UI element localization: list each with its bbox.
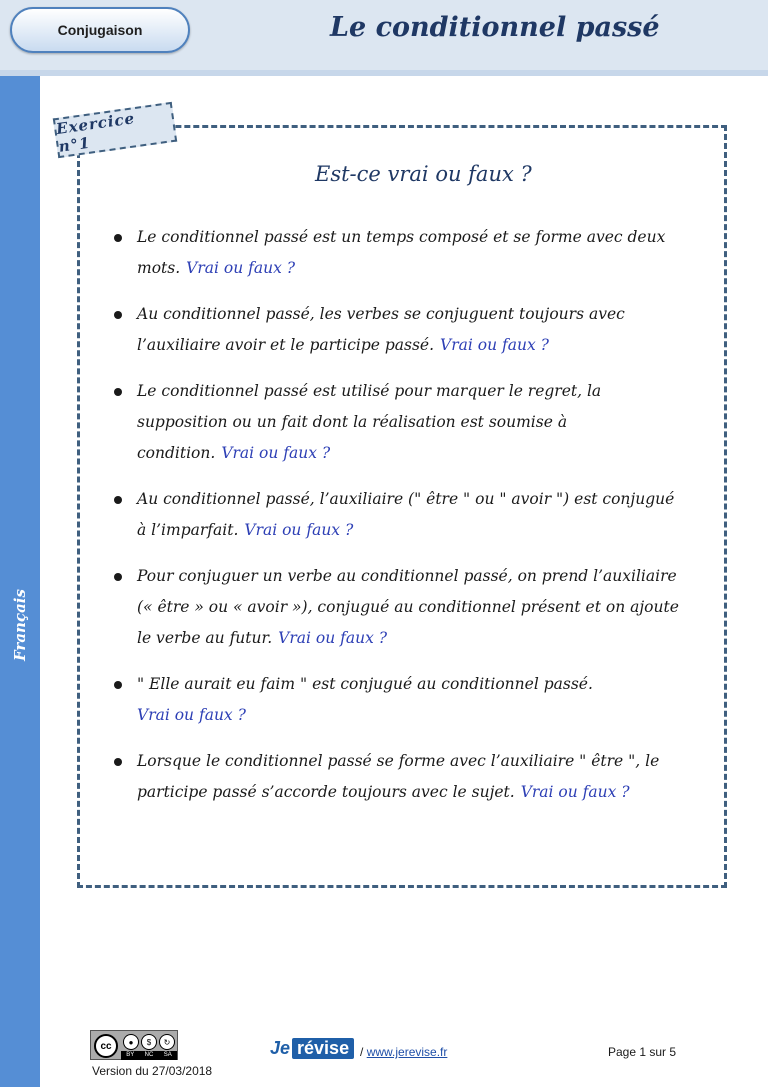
jerevise-logo xyxy=(270,1038,354,1059)
statement-item xyxy=(112,669,682,731)
statement-item xyxy=(112,222,682,284)
statement-item xyxy=(112,746,682,808)
category-badge: Conjugaison xyxy=(10,7,190,53)
statement-text: Lorsque le conditionnel passé se forme avec l’auxiliaire " être ", le participe passé s’accorde toujours avec le sujet. xyxy=(137,752,660,801)
license-sa: SA xyxy=(163,1052,172,1058)
statement-text: Pour conjuguer un verbe au conditionnel passé, on prend l’auxiliaire (« être » ou « avoir »), conjugué au conditionnel présent et on ajoute le verbe au futur. xyxy=(137,567,679,647)
bullet-icon xyxy=(114,311,122,319)
answer-prompt[interactable]: Vrai ou faux ? xyxy=(137,706,246,724)
license-nc: NC xyxy=(144,1052,154,1058)
statement-text: " Elle aurait eu faim " est conjugué au conditionnel passé. xyxy=(137,675,593,693)
statement-item xyxy=(112,376,682,469)
statement-list xyxy=(112,222,682,823)
sa-icon: ↻ xyxy=(159,1034,175,1050)
answer-prompt[interactable]: Vrai ou faux ? xyxy=(278,629,388,647)
subject-sidebar xyxy=(0,76,40,1087)
exercise-tag: Exercice n°1 xyxy=(53,102,177,158)
answer-prompt[interactable]: Vrai ou faux ? xyxy=(520,783,630,801)
cc-icon: cc xyxy=(94,1034,118,1058)
license-codes xyxy=(121,1051,177,1060)
answer-prompt[interactable]: Vrai ou faux ? xyxy=(221,444,331,462)
license-icons xyxy=(123,1034,175,1050)
logo-revise: révise xyxy=(292,1038,354,1059)
website-link[interactable]: www.jerevise.fr xyxy=(366,1045,448,1059)
license-badge xyxy=(90,1030,178,1060)
answer-prompt[interactable]: Vrai ou faux ? xyxy=(186,259,296,277)
statement-text: Le conditionnel passé est un temps composé et se forme avec deux mots. xyxy=(137,228,666,277)
footer-separator: / xyxy=(360,1045,364,1059)
license-by: BY xyxy=(126,1052,135,1058)
bullet-icon xyxy=(114,388,122,396)
header-stripe xyxy=(0,70,768,76)
bullet-icon xyxy=(114,758,122,766)
statement-item xyxy=(112,299,682,361)
nc-icon: $ xyxy=(141,1034,157,1050)
question-title: Est-ce vrai ou faux ? xyxy=(315,162,532,186)
subject-label: Français xyxy=(11,589,29,661)
bullet-icon xyxy=(114,573,122,581)
subject-label-wrap xyxy=(0,576,40,676)
statement-text: Au conditionnel passé, les verbes se conjuguent toujours avec l’auxiliaire avoir et le participe passé. xyxy=(137,305,625,354)
version-date: Version du 27/03/2018 xyxy=(92,1064,213,1078)
bullet-icon xyxy=(114,496,122,504)
statement-text: Au conditionnel passé, l’auxiliaire (" être " ou " avoir ") est conjugué à l’imparfait. xyxy=(137,490,675,539)
statement-item xyxy=(112,561,682,654)
bullet-icon xyxy=(114,234,122,242)
page-number: Page 1 sur 5 xyxy=(608,1045,677,1059)
statement-item xyxy=(112,484,682,546)
statement-text: Le conditionnel passé est utilisé pour marquer le regret, la supposition ou un fait dont la réalisation est soumise à condition. xyxy=(137,382,602,462)
by-icon: ● xyxy=(123,1034,139,1050)
footer-website xyxy=(360,1045,447,1059)
answer-prompt[interactable]: Vrai ou faux ? xyxy=(440,336,549,354)
bullet-icon xyxy=(114,681,122,689)
page-title: Le conditionnel passé xyxy=(330,12,660,43)
logo-je: Je xyxy=(270,1038,291,1058)
answer-prompt[interactable]: Vrai ou faux ? xyxy=(244,521,354,539)
